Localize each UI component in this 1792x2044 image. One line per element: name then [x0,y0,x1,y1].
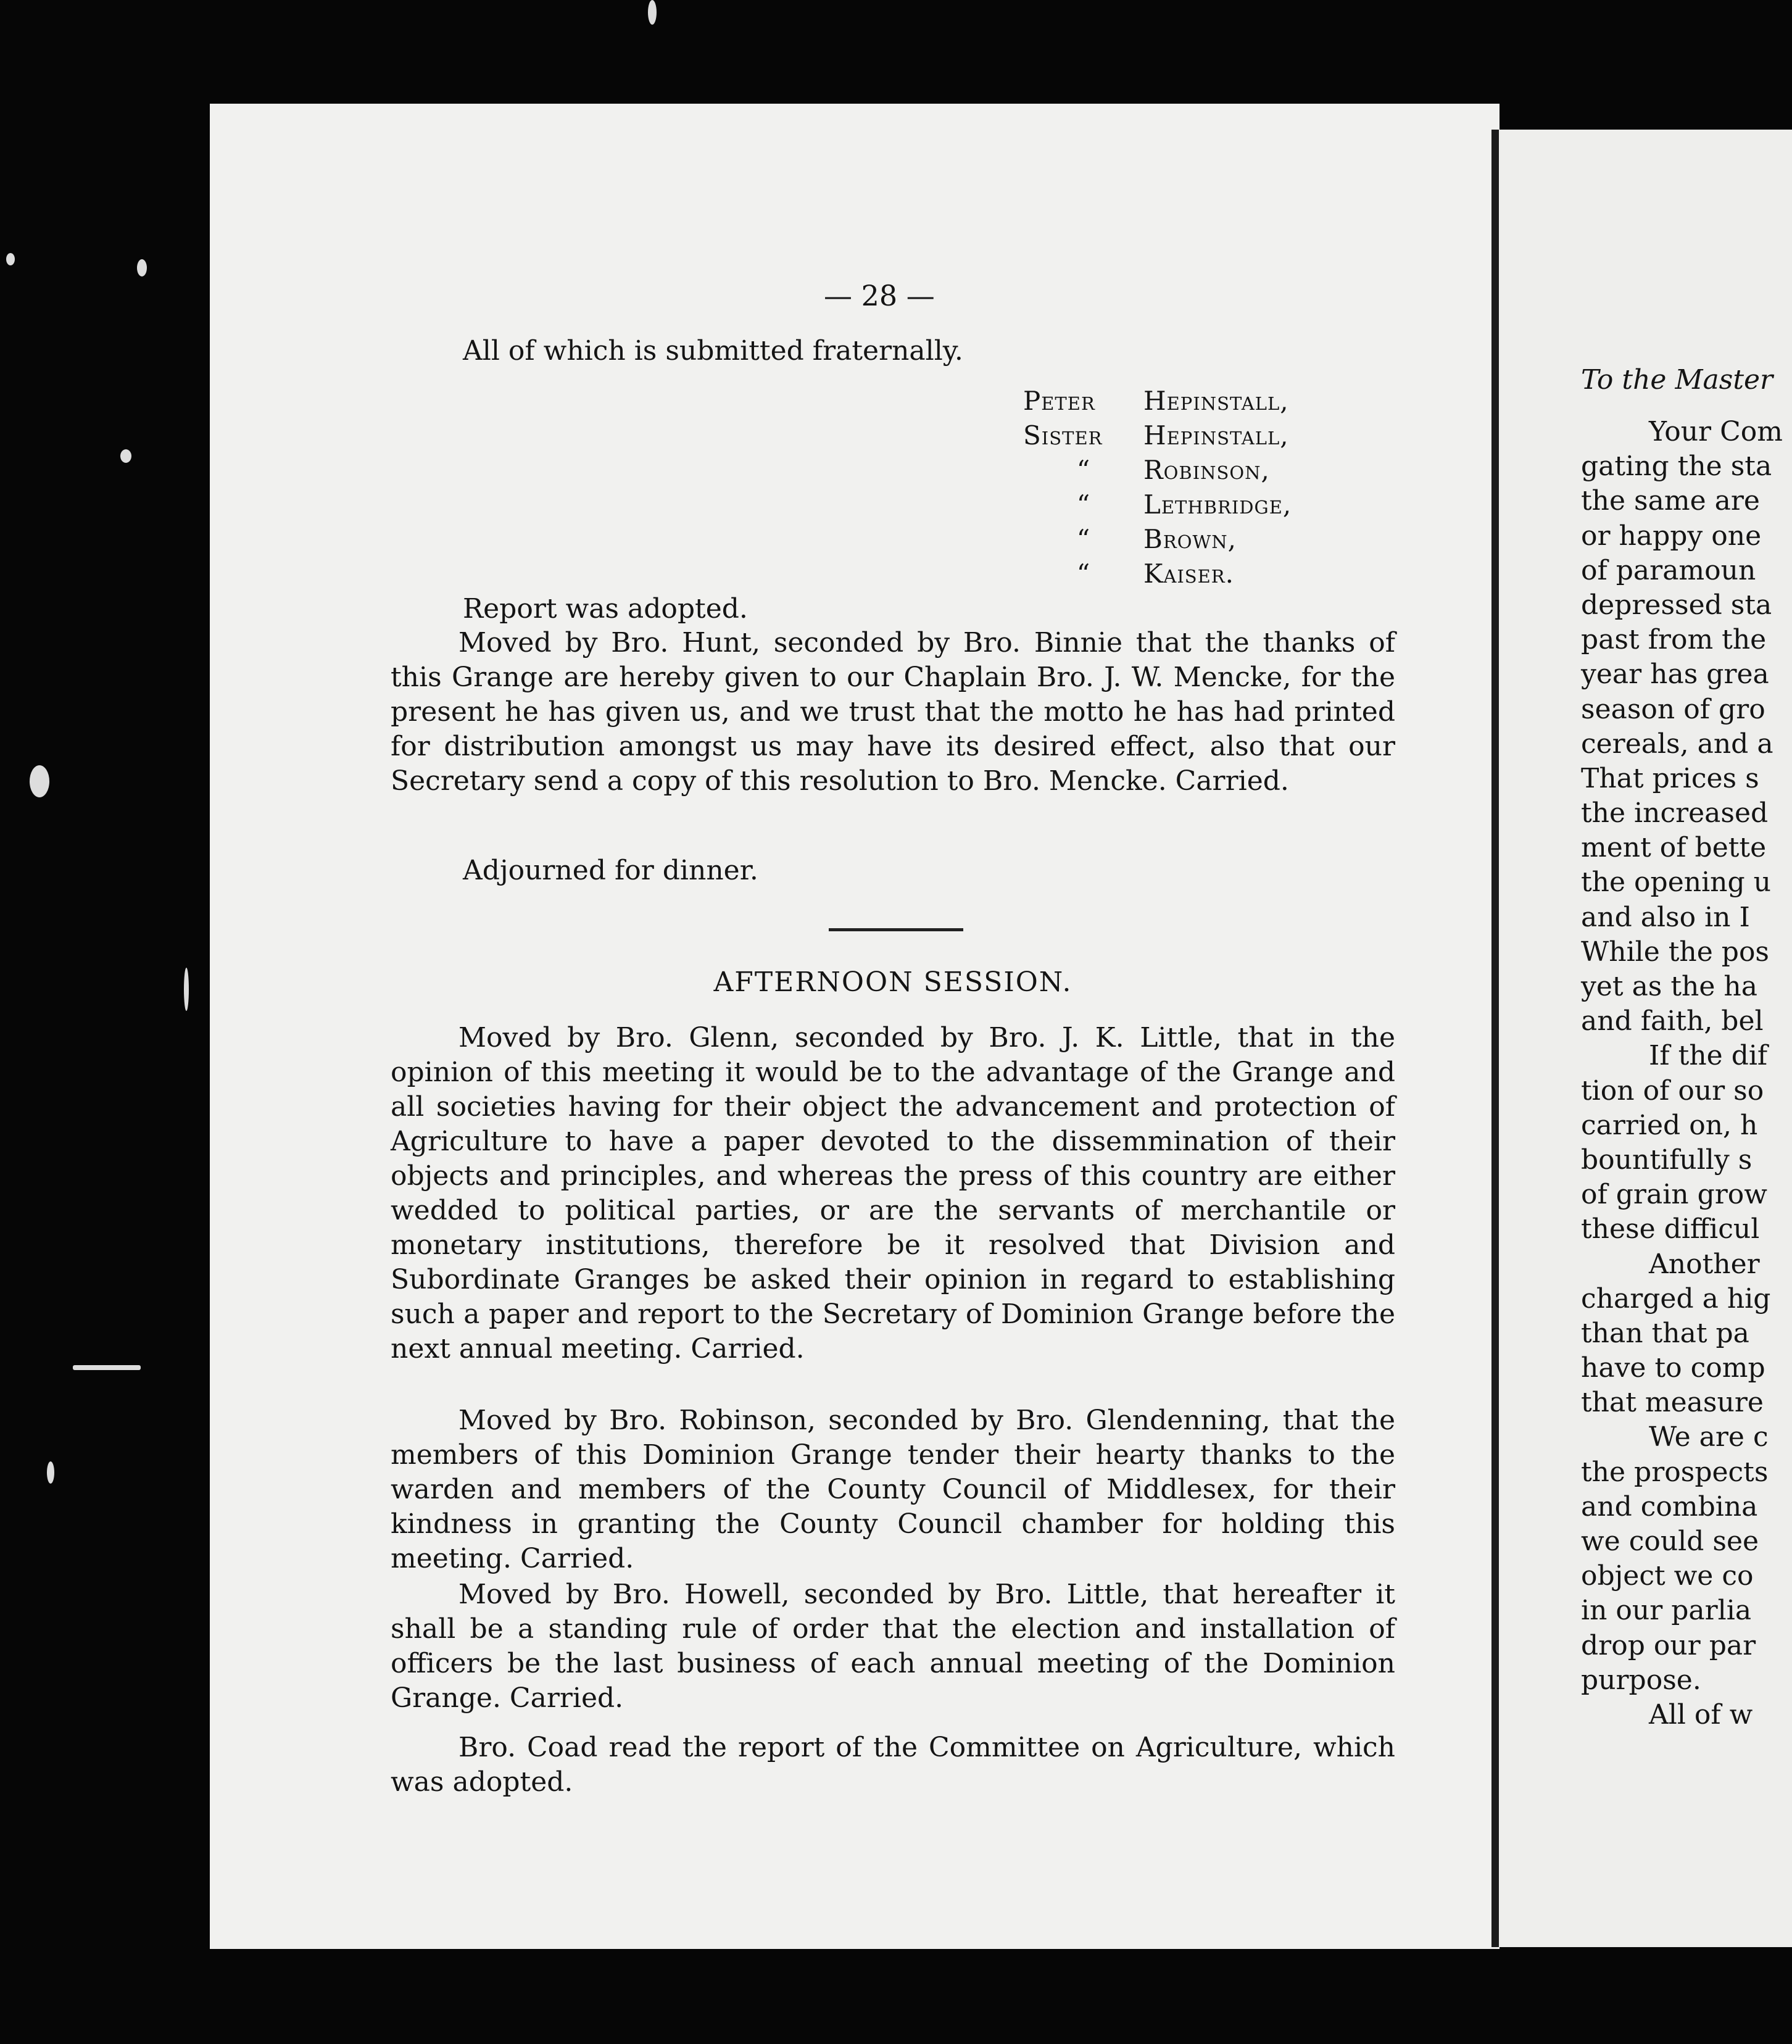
signatory-name: Hepinstall, [1143,420,1289,451]
right-page-heading: To the Master [1581,364,1773,396]
section-divider [829,928,963,931]
right-page-line: than that pa [1581,1317,1749,1349]
right-page-line: ment of bette [1581,832,1767,864]
report-adopted: Report was adopted. [463,593,748,625]
right-page-line: the same are [1581,485,1760,517]
signatory-prefix: “ [1076,455,1090,485]
signatory-prefix: Peter [1023,386,1095,416]
signatory-name: Kaiser. [1143,559,1234,589]
paragraph-text: Bro. Coad read the report of the Committee on Agriculture, which was adopted. [391,1732,1395,1798]
signatory-prefix: “ [1076,524,1090,554]
right-page-line: carried on, h [1581,1109,1758,1141]
right-page-line: charged a hig [1581,1282,1771,1315]
signatory-name: Brown, [1143,524,1237,554]
right-page-line: cereals, and a [1581,728,1773,760]
scan-speck [6,253,15,265]
right-page-line: While the pos [1581,936,1770,968]
signatory-name: Hepinstall, [1143,386,1289,416]
scan-speck [648,0,657,25]
right-page-line: the increased [1581,797,1769,829]
right-page-line: and also in I [1581,901,1750,933]
right-page-line: we could see [1581,1526,1759,1557]
signatory [1023,522,1292,557]
paragraph-text: Moved by Bro. Howell, seconded by Bro. Little, that hereafter it shall be a standing rule of order that the election and installation of officers be the last business of each annual meeting of the Dominion Grange. Carried. [391,1579,1395,1714]
right-page-line: object we co [1581,1560,1754,1592]
scan-speck [30,765,49,797]
signatory-name: Robinson, [1143,455,1270,485]
right-page-line: gating the sta [1581,451,1772,483]
signatory-list [1023,384,1292,591]
right-page-line: and combina [1581,1490,1758,1523]
right-page-line: of paramoun [1581,554,1756,586]
right-page-line: of grain grow [1581,1179,1767,1211]
right-page-line: that measure [1581,1387,1764,1419]
scan-speck [120,449,131,463]
right-page-line: past from the [1581,624,1767,656]
right-page-line: in our parlia [1581,1595,1752,1627]
paragraph-thanks-chaplain [391,626,1395,799]
right-page-line: season of gro [1581,693,1765,725]
right-page-line: have to comp [1581,1352,1765,1384]
right-page-line: and faith, bel [1581,1005,1764,1037]
paragraph-text: Moved by Bro. Robinson, seconded by Bro. Glendenning, that the members of this Dominion Grange tender their hearty thanks to the warden and members of the County Council of Middlesex, for their kindness in granting the County Council chamber for holding this meeting. Carried. [391,1405,1395,1574]
right-page-line: Your Com [1649,416,1783,447]
right-page-line: That prices s [1581,762,1759,794]
right-page-line: We are c [1649,1421,1769,1453]
right-page-line: year has grea [1581,658,1769,691]
paragraph-agriculture [391,1730,1395,1800]
paragraph-paper [391,1021,1395,1366]
signatory-prefix: Sister [1023,420,1103,451]
right-page-line: or happy one [1581,520,1762,552]
right-page-line: Another [1649,1248,1760,1280]
scan-speck [47,1461,54,1484]
paragraph-election [391,1577,1395,1716]
right-page-line: drop our par [1581,1629,1756,1661]
section-heading: AFTERNOON SESSION. [713,966,1072,998]
adjourned-line: Adjourned for dinner. [463,855,758,886]
signatory [1023,453,1292,488]
right-page-line: All of w [1649,1698,1753,1730]
right-page-line: the prospects [1581,1456,1769,1488]
signatory [1023,557,1292,591]
right-page-line: bountifully s [1581,1144,1753,1176]
signatory [1023,418,1292,453]
signatory-prefix: “ [1076,489,1090,520]
scan-speck [73,1365,141,1370]
signatory [1023,384,1292,418]
right-page-line: purpose. [1581,1664,1701,1696]
book-gutter [1491,130,1499,1947]
right-page-line: yet as the ha [1581,971,1757,1002]
right-page-text [1581,415,1792,1732]
right-page-line: the opening u [1581,866,1771,899]
signatory-prefix: “ [1076,559,1090,589]
submitted-line: All of which is submitted fraternally. [463,335,963,367]
paragraph-text: Moved by Bro. Glenn, seconded by Bro. J. K. Little, that in the opinion of this meeting it would be to the advantage of the Grange and all societies having for their object the advancement and protection of Agriculture to have a paper devoted to the dissemmination of their objects and principles, and whereas the press of this country are either wedded to political parties, or are the servants of merchantile or monetary institutions, therefore be it resolved that Division and Subordinate Granges be asked their opinion in regard to establishing such a paper and report to the Secretary of Dominion Grange before the next annual meeting. Carried. [391,1022,1395,1365]
paragraph-council [391,1403,1395,1576]
scan-speck [184,968,189,1011]
signatory [1023,488,1292,522]
right-page-line: these difficul [1581,1213,1760,1245]
right-page-line: tion of our so [1581,1074,1764,1107]
paragraph-text: Moved by Bro. Hunt, seconded by Bro. Binnie that the thanks of this Grange are hereby given to our Chaplain Bro. J. W. Mencke, for the present he has given us, and we trust that the motto he has had printed for distribution amongst us may have its desired effect, also that our Secretary send a copy of this resolution to Bro. Mencke. Carried. [391,627,1395,797]
right-page-line: depressed sta [1581,589,1772,621]
page-number: — 28 — [824,279,935,312]
right-page-line: If the dif [1649,1040,1768,1072]
scan-speck [137,259,147,276]
signatory-name: Lethbridge, [1143,489,1292,520]
